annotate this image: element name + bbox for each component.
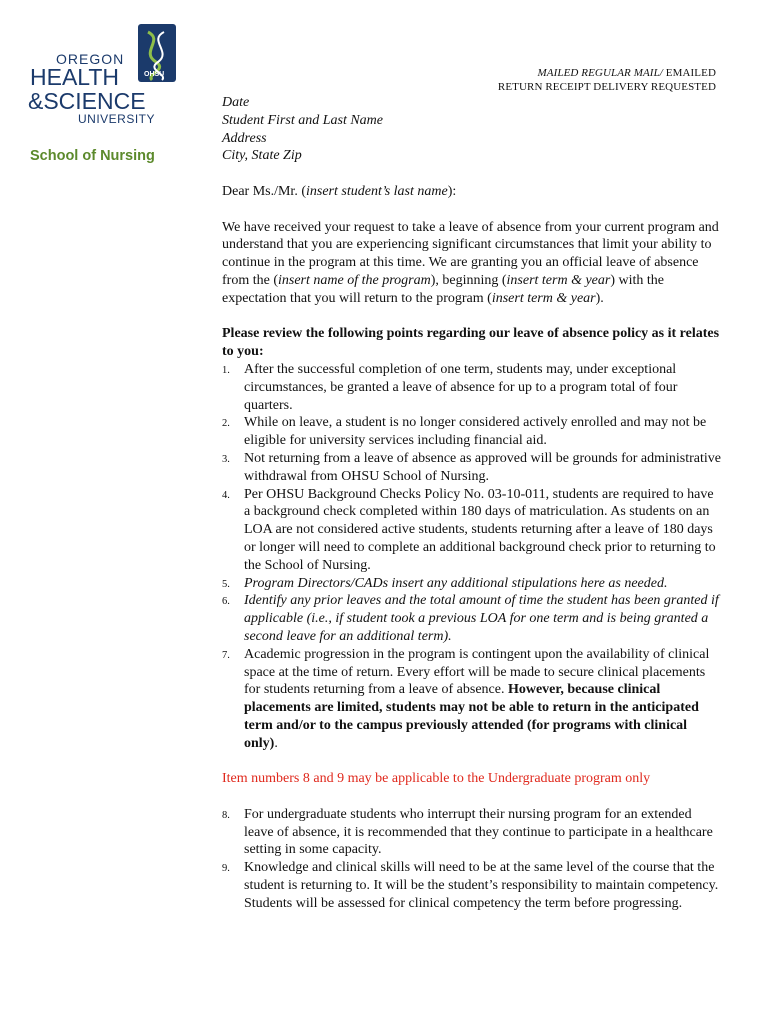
greeting-suffix: ): — [447, 183, 457, 199]
list-item-bold-text: However, because clinical placements are limited, students may not be able to return in the anticipated term and/or to the campus previously attended (for programs with clinical only) — [244, 682, 699, 751]
list-item — [222, 361, 722, 414]
list-item-number: 4. — [222, 489, 230, 501]
greeting — [222, 183, 722, 201]
logo-science: &SCIENCE — [28, 88, 146, 114]
list-item-text: Not returning from a leave of absence as approved will be grounds for administrative withdrawal from OHSU School of Nursing. — [244, 450, 722, 484]
school-of-nursing-label: School of Nursing — [30, 148, 155, 164]
list-item-number: 3. — [222, 453, 230, 465]
greeting-prefix: Dear Ms./Mr. ( — [222, 183, 306, 199]
intro-part1: We have received your request to take a leave of absence from your current program and understand that you are experiencing significant circumstances that limit your ability to continue in the program at this time. We are granting you an official leave of absence from the ( — [222, 219, 719, 288]
list-item-number: 9. — [222, 863, 230, 875]
list-item — [222, 450, 722, 486]
list-item-text: For undergraduate students who interrupt their nursing program for an extended leave of absence, it is recommended that they continue to participate in a healthcare setting in some capacity. — [244, 806, 713, 858]
intro-term-placeholder-1: insert term & year — [506, 272, 611, 288]
list-item-text: While on leave, a student is no longer considered actively enrolled and may not be eligible for university services including financial aid. — [244, 415, 707, 449]
list-item-number: 2. — [222, 418, 230, 430]
list-item — [222, 646, 722, 753]
list-item — [222, 859, 722, 912]
list-item-text: Identify any prior leaves and the total amount of time the student has been granted if applicable (i.e., if student took a previous LOA for one term and is being granted a second leave for an additional term). — [244, 593, 719, 644]
logo-badge-text: OHSU — [144, 71, 165, 78]
intro-part4: ). — [595, 290, 604, 306]
list-item-number: 6. — [222, 596, 230, 608]
intro-part2: ), beginning ( — [430, 272, 507, 288]
delivery-line1-rest: EMAILED — [662, 67, 716, 79]
address-street: Address — [222, 130, 267, 146]
address-name: Student First and Last Name — [222, 112, 384, 128]
logo-oregon: OREGON — [56, 51, 125, 67]
delivery-line1-italic: MAILED REGULAR MAIL/ — [537, 67, 663, 79]
ohsu-logo — [28, 22, 188, 132]
undergrad-note: Item numbers 8 and 9 may be applicable to the Undergraduate program only — [222, 771, 651, 787]
address-city: City, State Zip — [222, 148, 302, 164]
delivery-notice — [498, 66, 716, 94]
letter-body — [222, 94, 722, 913]
list-item-text: Per OHSU Background Checks Policy No. 03-10-011, students are required to have a background check completed within 180 days of matriculation. As students on an LOA are not considered active students, students returning after a leave of 180 days or longer will need to complete an additional background check prior to returning to the School of Nursing. — [244, 486, 716, 573]
greeting-placeholder: insert student’s last name — [306, 183, 448, 199]
intro-part3: ) with the expectation that you will return to the program ( — [222, 272, 664, 306]
list-item — [222, 575, 722, 593]
logo-university: UNIVERSITY — [78, 112, 156, 126]
list-item-text: Program Directors/CADs insert any additional stipulations here as needed. — [244, 575, 668, 591]
policy-heading: Please review the following points regarding our leave of absence policy as it relates to you: — [222, 326, 720, 360]
list-item-number: 8. — [222, 809, 230, 821]
list-item — [222, 806, 722, 859]
list-item — [222, 486, 722, 575]
intro-term-placeholder-2: insert term & year — [491, 290, 596, 306]
logo-health: HEALTH — [30, 64, 120, 90]
delivery-line2: RETURN RECEIPT DELIVERY REQUESTED — [497, 81, 716, 93]
intro-program-placeholder: insert name of the program — [277, 272, 431, 288]
list-item-number: 7. — [222, 649, 230, 661]
list-item — [222, 414, 722, 450]
list-item-text: Academic progression in the program is contingent upon the availability of clinical space at the time of return. Every effort will be made to secure clinical placements for students returning from a leave of absence. — [244, 646, 710, 698]
list-item-text: Knowledge and clinical skills will need to be at the same level of the course that the student is returning to. It will be the student’s responsibility to maintain competency. Students will be assessed for clinical competency the term before progressing. — [244, 860, 719, 911]
list-item-end: . — [274, 735, 278, 751]
address-block — [222, 94, 722, 165]
list-item — [222, 592, 722, 645]
undergrad-list — [222, 806, 722, 913]
intro-paragraph — [222, 219, 722, 308]
policy-list — [222, 361, 722, 753]
address-date: Date — [222, 95, 250, 110]
list-item-number: 1. — [222, 364, 230, 376]
list-item-text: After the successful completion of one term, students may, under exceptional circumstances, be granted a leave of absence for up to a program total of four quarters. — [244, 361, 678, 413]
list-item-number: 5. — [222, 578, 230, 590]
